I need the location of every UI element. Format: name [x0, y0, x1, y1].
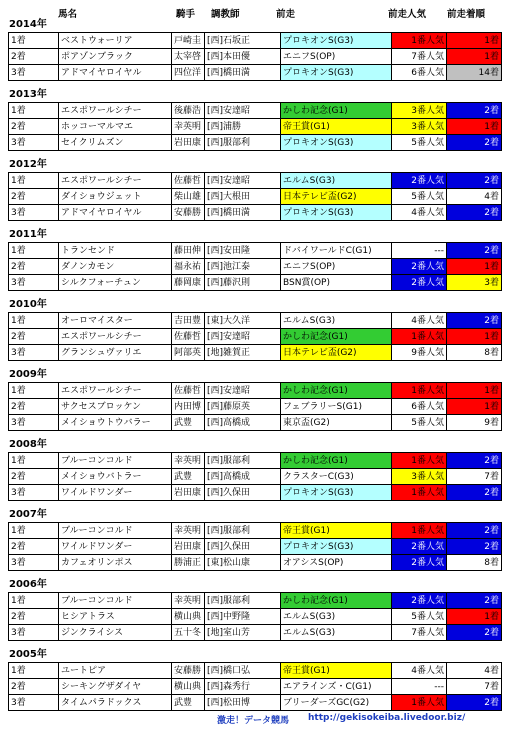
prev-finish-cell: 2着 [447, 485, 502, 501]
trainer-cell: [西]橋口弘 [205, 663, 281, 679]
horse-name-cell: トランセンド [59, 243, 172, 259]
header-name: 馬名 [58, 9, 78, 20]
prev-popularity-cell: --- [392, 243, 447, 259]
table-row [9, 119, 502, 135]
trainer-cell: [西]久保田 [205, 485, 281, 501]
trainer-cell: [西]安達昭 [205, 383, 281, 399]
jockey-cell: 五十冬 [172, 625, 205, 641]
table-row [9, 329, 502, 345]
year-block [0, 578, 510, 641]
year-block [0, 298, 510, 361]
prev-race-cell: エルムS(G3) [281, 313, 392, 329]
trainer-cell: [西]久保田 [205, 539, 281, 555]
prev-finish-cell: 1着 [447, 329, 502, 345]
year-label: 2009年 [9, 369, 47, 380]
prev-popularity-cell: 1番人気 [392, 329, 447, 345]
horse-name-cell: ポアゾンブラック [59, 49, 172, 65]
prev-popularity-cell: 3番人気 [392, 469, 447, 485]
trainer-cell: [西]石坂正 [205, 33, 281, 49]
prev-race-cell: 日本テレビ盃(G2) [281, 345, 392, 361]
prev-race-cell: 帝王賞(G1) [281, 663, 392, 679]
year-block [0, 228, 510, 291]
prev-finish-cell: 2着 [447, 243, 502, 259]
place-cell: 1着 [9, 523, 59, 539]
table-row [9, 555, 502, 571]
prev-finish-cell: 8着 [447, 555, 502, 571]
prev-popularity-cell: 1番人気 [392, 485, 447, 501]
prev-finish-cell: 4着 [447, 663, 502, 679]
prev-race-cell: エルムS(G3) [281, 625, 392, 641]
trainer-cell: [東]大久洋 [205, 313, 281, 329]
prev-finish-cell: 2着 [447, 625, 502, 641]
year-block [0, 648, 510, 711]
prev-race-cell: 日本テレビ盃(G2) [281, 189, 392, 205]
table-row [9, 103, 502, 119]
prev-race-cell: プロキオンS(G3) [281, 205, 392, 221]
horse-name-cell: メイショウバトラー [59, 469, 172, 485]
prev-popularity-cell: 3番人気 [392, 119, 447, 135]
place-cell: 2着 [9, 189, 59, 205]
jockey-cell: 四位洋 [172, 65, 205, 81]
place-cell: 2着 [9, 469, 59, 485]
results-table [8, 592, 502, 641]
trainer-cell: [西]松田博 [205, 695, 281, 711]
table-row [9, 33, 502, 49]
year-label: 2012年 [9, 159, 47, 170]
place-cell: 2着 [9, 329, 59, 345]
year-label: 2007年 [9, 509, 47, 520]
horse-name-cell: ジンクライシス [59, 625, 172, 641]
trainer-cell: [東]松山康 [205, 555, 281, 571]
prev-race-cell: プロキオンS(G3) [281, 135, 392, 151]
prev-finish-cell: 1着 [447, 33, 502, 49]
header-trainer: 調教師 [211, 9, 240, 20]
prev-finish-cell: 7着 [447, 679, 502, 695]
results-table [8, 242, 502, 291]
table-row [9, 275, 502, 291]
prev-race-cell: 帝王賞(G1) [281, 119, 392, 135]
prev-popularity-cell: 7番人気 [392, 625, 447, 641]
place-cell: 3着 [9, 275, 59, 291]
year-label: 2008年 [9, 439, 47, 450]
horse-name-cell: ユートピア [59, 663, 172, 679]
prev-race-cell: 帝王賞(G1) [281, 523, 392, 539]
prev-popularity-cell: 7番人気 [392, 49, 447, 65]
horse-name-cell: サクセスブロッケン [59, 399, 172, 415]
prev-race-cell: ブリーダーズGC(G2) [281, 695, 392, 711]
jockey-cell: 戸崎圭 [172, 33, 205, 49]
prev-finish-cell: 2着 [447, 135, 502, 151]
prev-popularity-cell: 6番人気 [392, 399, 447, 415]
jockey-cell: 安藤勝 [172, 205, 205, 221]
place-cell: 1着 [9, 33, 59, 49]
place-cell: 1着 [9, 663, 59, 679]
table-row [9, 383, 502, 399]
trainer-cell: [西]藤原英 [205, 399, 281, 415]
table-row [9, 695, 502, 711]
horse-name-cell: エスポワールシチー [59, 329, 172, 345]
table-row [9, 485, 502, 501]
horse-name-cell: タイムパラドックス [59, 695, 172, 711]
prev-popularity-cell: 1番人気 [392, 453, 447, 469]
prev-finish-cell: 1着 [447, 49, 502, 65]
table-row [9, 679, 502, 695]
table-row [9, 243, 502, 259]
prev-popularity-cell: 2番人気 [392, 593, 447, 609]
prev-finish-cell: 2着 [447, 313, 502, 329]
place-cell: 1着 [9, 383, 59, 399]
jockey-cell: 安藤勝 [172, 663, 205, 679]
prev-popularity-cell: 2番人気 [392, 259, 447, 275]
prev-popularity-cell: 5番人気 [392, 609, 447, 625]
prev-popularity-cell: 3番人気 [392, 103, 447, 119]
place-cell: 3着 [9, 695, 59, 711]
jockey-cell: 武豊 [172, 469, 205, 485]
prev-finish-cell: 2着 [447, 593, 502, 609]
trainer-cell: [西]森秀行 [205, 679, 281, 695]
table-row [9, 173, 502, 189]
jockey-cell: 幸英明 [172, 453, 205, 469]
place-cell: 2着 [9, 679, 59, 695]
table-row [9, 189, 502, 205]
prev-finish-cell: 1着 [447, 399, 502, 415]
horse-name-cell: アドマイヤロイヤル [59, 65, 172, 81]
table-row [9, 65, 502, 81]
place-cell: 1着 [9, 243, 59, 259]
prev-finish-cell: 2着 [447, 523, 502, 539]
prev-popularity-cell: 4番人気 [392, 205, 447, 221]
table-row [9, 313, 502, 329]
jockey-cell: 岩田康 [172, 539, 205, 555]
place-cell: 2着 [9, 119, 59, 135]
prev-race-cell: 東京盃(G2) [281, 415, 392, 431]
horse-name-cell: ホッコーマルマエ [59, 119, 172, 135]
table-row [9, 345, 502, 361]
prev-race-cell: プロキオンS(G3) [281, 33, 392, 49]
table-row [9, 523, 502, 539]
prev-popularity-cell: 5番人気 [392, 135, 447, 151]
trainer-cell: [西]本田優 [205, 49, 281, 65]
prev-popularity-cell: --- [392, 679, 447, 695]
horse-name-cell: シーキングザダイヤ [59, 679, 172, 695]
jockey-cell: 横山典 [172, 609, 205, 625]
results-table [8, 522, 502, 571]
year-label: 2014年 [9, 19, 47, 30]
prev-race-cell: BSN賞(OP) [281, 275, 392, 291]
table-row [9, 399, 502, 415]
horse-name-cell: シルクフォーチュン [59, 275, 172, 291]
table-row [9, 663, 502, 679]
place-cell: 3着 [9, 345, 59, 361]
place-cell: 1着 [9, 593, 59, 609]
jockey-cell: 佐藤哲 [172, 383, 205, 399]
prev-race-cell: オアシスS(OP) [281, 555, 392, 571]
prev-popularity-cell: 2番人気 [392, 555, 447, 571]
prev-finish-cell: 1着 [447, 383, 502, 399]
horse-name-cell: ブルーコンコルド [59, 453, 172, 469]
place-cell: 2着 [9, 259, 59, 275]
footer-url[interactable]: http://gekisokeiba.livedoor.biz/ [308, 713, 466, 723]
prev-finish-cell: 4着 [447, 189, 502, 205]
place-cell: 1着 [9, 103, 59, 119]
header-prev-race: 前走 [276, 9, 296, 20]
place-cell: 3着 [9, 415, 59, 431]
year-block [0, 368, 510, 431]
results-table [8, 102, 502, 151]
table-row [9, 205, 502, 221]
prev-race-cell: プロキオンS(G3) [281, 539, 392, 555]
table-row [9, 259, 502, 275]
prev-finish-cell: 1着 [447, 609, 502, 625]
horse-name-cell: セイクリムズン [59, 135, 172, 151]
prev-popularity-cell: 1番人気 [392, 383, 447, 399]
year-label: 2006年 [9, 579, 47, 590]
horse-name-cell: グランシュヴァリエ [59, 345, 172, 361]
prev-popularity-cell: 1番人気 [392, 33, 447, 49]
prev-race-cell: プロキオンS(G3) [281, 485, 392, 501]
prev-finish-cell: 2着 [447, 103, 502, 119]
jockey-cell: 佐藤哲 [172, 173, 205, 189]
jockey-cell: 佐藤哲 [172, 329, 205, 345]
year-label: 2005年 [9, 649, 47, 660]
horse-name-cell: ブルーコンコルド [59, 593, 172, 609]
jockey-cell: 藤田伸 [172, 243, 205, 259]
trainer-cell: [西]服部利 [205, 593, 281, 609]
trainer-cell: [西]橋田満 [205, 205, 281, 221]
prev-race-cell: かしわ記念(G1) [281, 593, 392, 609]
trainer-cell: [地]室山芳 [205, 625, 281, 641]
year-block [0, 88, 510, 151]
header-prev-popularity: 前走人気 [388, 9, 427, 20]
prev-finish-cell: 1着 [447, 259, 502, 275]
prev-race-cell: プロキオンS(G3) [281, 65, 392, 81]
prev-race-cell: クラスターC(G3) [281, 469, 392, 485]
prev-race-cell: エアラインズ・C(G1) [281, 679, 392, 695]
horse-name-cell: ブルーコンコルド [59, 523, 172, 539]
year-block [0, 18, 510, 81]
prev-popularity-cell: 5番人気 [392, 415, 447, 431]
year-label: 2011年 [9, 229, 47, 240]
jockey-cell: 幸英明 [172, 523, 205, 539]
trainer-cell: [西]服部利 [205, 523, 281, 539]
jockey-cell: 幸英明 [172, 593, 205, 609]
horse-name-cell: カフェオリンポス [59, 555, 172, 571]
jockey-cell: 太宰啓 [172, 49, 205, 65]
prev-finish-cell: 9着 [447, 415, 502, 431]
place-cell: 3着 [9, 65, 59, 81]
jockey-cell: 勝浦正 [172, 555, 205, 571]
place-cell: 1着 [9, 173, 59, 189]
table-row [9, 135, 502, 151]
table-row [9, 415, 502, 431]
jockey-cell: 幸英明 [172, 119, 205, 135]
trainer-cell: [西]中野隆 [205, 609, 281, 625]
header-jockey: 騎手 [176, 9, 196, 20]
results-table [8, 172, 502, 221]
year-label: 2010年 [9, 299, 47, 310]
prev-popularity-cell: 5番人気 [392, 189, 447, 205]
table-row [9, 539, 502, 555]
place-cell: 2着 [9, 539, 59, 555]
jockey-cell: 藤岡康 [172, 275, 205, 291]
trainer-cell: [西]橋田満 [205, 65, 281, 81]
year-block [0, 158, 510, 221]
prev-race-cell: かしわ記念(G1) [281, 453, 392, 469]
jockey-cell: 武豊 [172, 415, 205, 431]
results-table [8, 32, 502, 81]
horse-name-cell: ダイショウジェット [59, 189, 172, 205]
prev-popularity-cell: 6番人気 [392, 65, 447, 81]
prev-race-cell: エニフS(OP) [281, 49, 392, 65]
trainer-cell: [西]服部利 [205, 135, 281, 151]
horse-name-cell: ヒシアトラス [59, 609, 172, 625]
jockey-cell: 柴山雄 [172, 189, 205, 205]
table-row [9, 453, 502, 469]
jockey-cell: 内田博 [172, 399, 205, 415]
prev-popularity-cell: 4番人気 [392, 663, 447, 679]
horse-name-cell: アドマイヤロイヤル [59, 205, 172, 221]
year-block [0, 438, 510, 501]
horse-name-cell: ベストウォーリア [59, 33, 172, 49]
results-table [8, 662, 502, 711]
jockey-cell: 後藤浩 [172, 103, 205, 119]
horse-name-cell: ダノンカモン [59, 259, 172, 275]
prev-finish-cell: 2着 [447, 205, 502, 221]
table-row [9, 625, 502, 641]
table-row [9, 469, 502, 485]
prev-popularity-cell: 2番人気 [392, 539, 447, 555]
prev-finish-cell: 2着 [447, 695, 502, 711]
trainer-cell: [西]藤沢則 [205, 275, 281, 291]
prev-popularity-cell: 4番人気 [392, 313, 447, 329]
prev-finish-cell: 3着 [447, 275, 502, 291]
prev-finish-cell: 8着 [447, 345, 502, 361]
jockey-cell: 福永祐 [172, 259, 205, 275]
table-row [9, 593, 502, 609]
prev-race-cell: かしわ記念(G1) [281, 329, 392, 345]
prev-popularity-cell: 9番人気 [392, 345, 447, 361]
place-cell: 1着 [9, 453, 59, 469]
place-cell: 3着 [9, 485, 59, 501]
table-row [9, 609, 502, 625]
horse-name-cell: ワイルドワンダー [59, 485, 172, 501]
year-label: 2013年 [9, 89, 47, 100]
prev-race-cell: かしわ記念(G1) [281, 103, 392, 119]
prev-finish-cell: 1着 [447, 119, 502, 135]
prev-popularity-cell: 1番人気 [392, 695, 447, 711]
prev-race-cell: フェブラリーS(G1) [281, 399, 392, 415]
trainer-cell: [西]浦勝 [205, 119, 281, 135]
prev-race-cell: かしわ記念(G1) [281, 383, 392, 399]
place-cell: 3着 [9, 555, 59, 571]
prev-finish-cell: 7着 [447, 469, 502, 485]
place-cell: 3着 [9, 625, 59, 641]
results-table [8, 312, 502, 361]
place-cell: 3着 [9, 205, 59, 221]
place-cell: 1着 [9, 313, 59, 329]
trainer-cell: [西]大根田 [205, 189, 281, 205]
trainer-cell: [地]雑賀正 [205, 345, 281, 361]
prev-finish-cell: 2着 [447, 539, 502, 555]
trainer-cell: [西]高橋成 [205, 469, 281, 485]
results-table [8, 452, 502, 501]
horse-name-cell: エスポワールシチー [59, 103, 172, 119]
jockey-cell: 横山典 [172, 679, 205, 695]
year-block [0, 508, 510, 571]
prev-race-cell: エニフS(OP) [281, 259, 392, 275]
horse-name-cell: オーロマイスター [59, 313, 172, 329]
table-row [9, 49, 502, 65]
trainer-cell: [西]安達昭 [205, 329, 281, 345]
horse-name-cell: メイショウトウバラー [59, 415, 172, 431]
place-cell: 2着 [9, 609, 59, 625]
prev-finish-cell: 2着 [447, 173, 502, 189]
jockey-cell: 吉田豊 [172, 313, 205, 329]
place-cell: 3着 [9, 135, 59, 151]
prev-popularity-cell: 2番人気 [392, 275, 447, 291]
prev-finish-cell: 14着 [447, 65, 502, 81]
trainer-cell: [西]安田隆 [205, 243, 281, 259]
header-prev-finish: 前走着順 [447, 9, 486, 20]
jockey-cell: 岩田康 [172, 485, 205, 501]
horse-name-cell: エスポワールシチー [59, 383, 172, 399]
trainer-cell: [西]高橋成 [205, 415, 281, 431]
jockey-cell: 武豊 [172, 695, 205, 711]
prev-race-cell: エルムS(G3) [281, 173, 392, 189]
prev-popularity-cell: 2番人気 [392, 173, 447, 189]
jockey-cell: 岩田康 [172, 135, 205, 151]
jockey-cell: 阿部英 [172, 345, 205, 361]
trainer-cell: [西]安達昭 [205, 173, 281, 189]
prev-popularity-cell: 1番人気 [392, 523, 447, 539]
trainer-cell: [西]安達昭 [205, 103, 281, 119]
place-cell: 2着 [9, 49, 59, 65]
trainer-cell: [西]服部利 [205, 453, 281, 469]
footer-site-name: 激走！データ競馬 [217, 716, 290, 726]
prev-race-cell: エルムS(G3) [281, 609, 392, 625]
prev-race-cell: ドバイワールドC(G1) [281, 243, 392, 259]
prev-finish-cell: 2着 [447, 453, 502, 469]
trainer-cell: [西]池江泰 [205, 259, 281, 275]
results-table [8, 382, 502, 431]
place-cell: 2着 [9, 399, 59, 415]
horse-name-cell: ワイルドワンダー [59, 539, 172, 555]
horse-name-cell: エスポワールシチー [59, 173, 172, 189]
